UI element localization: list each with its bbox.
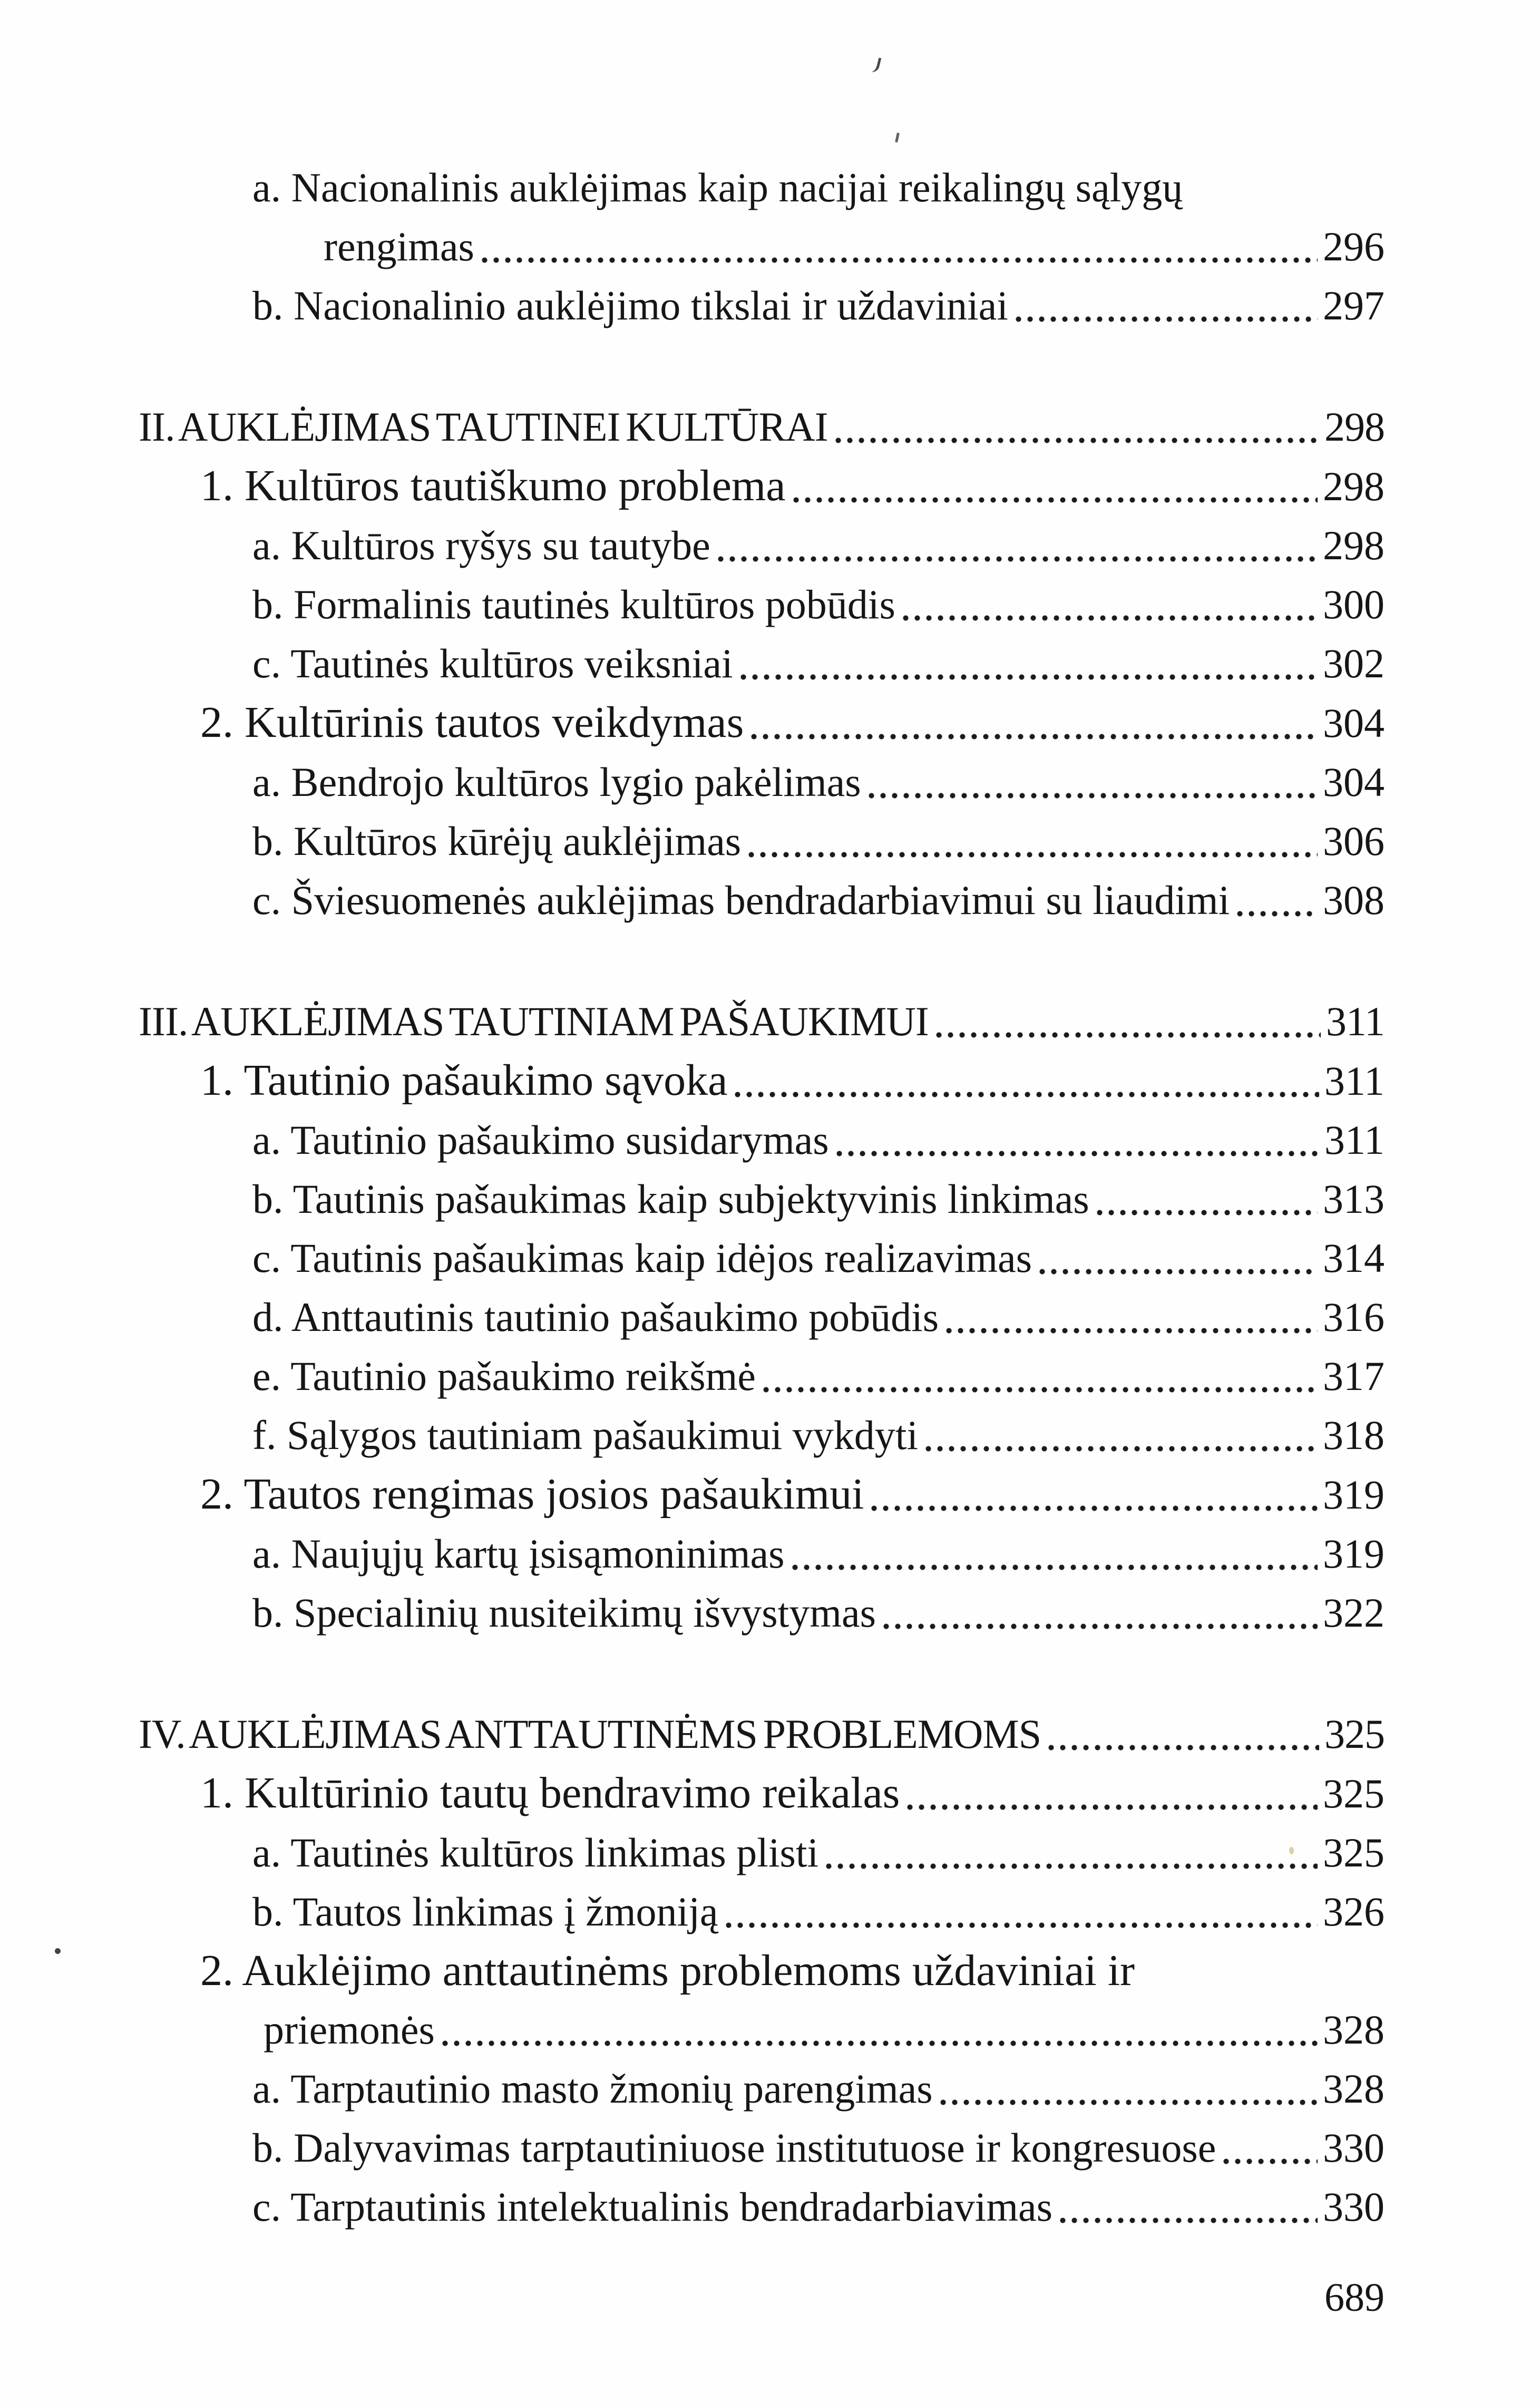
dot-leader: [740, 674, 1318, 680]
toc-entry-page-number: 330: [1323, 2184, 1385, 2230]
dot-leader: [1060, 2217, 1318, 2224]
toc-entry: [0, 1583, 1385, 1642]
toc-entry: [0, 217, 1385, 276]
toc-entry: [0, 1111, 1385, 1170]
toc-entry-page-number: 302: [1323, 640, 1385, 686]
toc-entry-page-number: 311: [1324, 1058, 1385, 1104]
toc-entry-page-number: 297: [1323, 283, 1385, 328]
dot-leader: [835, 437, 1319, 444]
toc-entry-text: a. Nacionalinis auklėjimas kaip nacijai reikalingų sąlygų: [252, 164, 1183, 210]
toc-entry: [0, 2059, 1385, 2118]
toc-entry-text: a. Kultūros ryšys su tautybe: [252, 522, 710, 568]
toc-entry-text: e. Tautinio pašaukimo reikšmė: [252, 1353, 756, 1399]
toc-entry-page-number: 311: [1325, 998, 1385, 1044]
toc-entry: [0, 1465, 1385, 1524]
dot-leader: [442, 2040, 1318, 2047]
toc-entry-page-number: 325: [1324, 1711, 1385, 1757]
toc-entry-text: 1. Kultūrinio tautų bendravimo reikalas: [200, 1768, 900, 1817]
toc-entry: [0, 2177, 1385, 2236]
toc-entry: [0, 1170, 1385, 1229]
toc-entry-text: 2. Tautos rengimas josios pašaukimui: [200, 1470, 864, 1519]
toc-entry-text: b. Dalyvavimas tarptautiniuose institutuose ir kongresuose: [252, 2125, 1216, 2171]
toc-entry-text: a. Bendrojo kultūros lygio pakėlimas: [252, 759, 861, 805]
toc-entry: [0, 516, 1385, 575]
toc-list: [0, 158, 1385, 2236]
dot-leader: [792, 1564, 1318, 1571]
toc-entry-text: b. Kultūros kūrėjų auklėjimas: [252, 818, 742, 864]
toc-entry: [0, 753, 1385, 812]
dot-leader: [826, 1863, 1318, 1870]
toc-entry-text: c. Šviesuomenės auklėjimas bendradarbiavimui su liaudimi: [252, 877, 1230, 923]
page-number-row: [0, 2268, 1385, 2327]
dot-leader: [883, 1623, 1318, 1630]
toc-entry: [0, 575, 1385, 634]
toc-entry-text: II. AUKLĖJIMAS TAUTINEI KULTŪRAI: [139, 404, 828, 450]
toc-entry-text: 2. Kultūrinis tautos veikdymas: [200, 698, 744, 747]
toc-entry-page-number: 298: [1323, 522, 1385, 568]
toc-entry-text: c. Tautinės kultūros veiksniai: [252, 640, 733, 686]
toc-entry-text: c. Tautinis pašaukimas kaip idėjos realizavimas: [252, 1235, 1032, 1281]
dot-leader: [836, 1150, 1319, 1157]
toc-entry-text: priemonės: [264, 2007, 435, 2053]
toc-entry-text: a. Tarptautinio masto žmonių parengimas: [252, 2066, 933, 2112]
dot-leader: [751, 733, 1318, 740]
toc-entry-text: c. Tarptautinis intelektualinis bendradarbiavimas: [252, 2184, 1052, 2230]
toc-entry-text: a. Naujųjų kartų įsisąmoninimas: [252, 1531, 785, 1577]
toc-entry-text: d. Anttautinis tautinio pašaukimo pobūdis: [252, 1294, 939, 1340]
toc-entry: [0, 1229, 1385, 1288]
toc-entry: [0, 693, 1385, 753]
toc-entry-page-number: 311: [1324, 1117, 1385, 1163]
dot-leader: [726, 1922, 1318, 1929]
toc-entry-page-number: 326: [1323, 1889, 1385, 1934]
dot-leader: [946, 1327, 1318, 1334]
toc-entry-page-number: 328: [1323, 2066, 1385, 2112]
dot-leader: [735, 1091, 1319, 1098]
toc-entry-text: rengimas: [324, 223, 474, 269]
toc-entry-page-number: 316: [1323, 1294, 1385, 1340]
toc-entry-page-number: 322: [1323, 1590, 1385, 1636]
toc-entry: [0, 1941, 1385, 2000]
toc-entry: [0, 992, 1385, 1051]
toc-entry-text: 1. Kultūros tautiškumo problema: [200, 461, 786, 510]
dot-leader: [940, 2099, 1318, 2106]
toc-entry-text: b. Tautos linkimas į žmoniją: [252, 1889, 718, 1934]
toc-entry-page-number: 304: [1323, 759, 1385, 805]
toc-entry: [0, 1882, 1385, 1941]
toc-entry: [0, 2118, 1385, 2177]
toc-entry-page-number: 298: [1323, 463, 1385, 509]
toc-entry-text: III. AUKLĖJIMAS TAUTINIAM PAŠAUKIMUI: [139, 998, 929, 1044]
toc-entry: [0, 1705, 1385, 1764]
dot-leader: [871, 1505, 1318, 1512]
dot-leader: [869, 792, 1318, 799]
toc-entry: [0, 1406, 1385, 1465]
toc-entry: [0, 871, 1385, 930]
dot-leader: [1237, 910, 1318, 917]
toc-entry-page-number: 313: [1323, 1176, 1385, 1222]
toc-entry: [0, 1288, 1385, 1347]
toc-entry-text: 1. Tautinio pašaukimo sąvoka: [200, 1056, 728, 1105]
toc-entry: [0, 158, 1385, 217]
dot-leader: [1039, 1268, 1318, 1275]
dot-leader: [925, 1445, 1318, 1452]
dot-leader: [748, 851, 1318, 858]
toc-entry-page-number: 317: [1323, 1353, 1385, 1399]
toc-entry-text: IV. AUKLĖJIMAS ANTTAUTINĖMS PROBLEMOMS: [139, 1711, 1041, 1757]
toc-entry-text: a. Tautinio pašaukimo susidarymas: [252, 1117, 829, 1163]
dot-leader: [1016, 316, 1318, 323]
toc-entry: [0, 1051, 1385, 1111]
toc-entry-text: b. Formalinis tautinės kultūros pobūdis: [252, 581, 895, 627]
scan-artifact-comma: [869, 56, 882, 73]
toc-entry-page-number: 306: [1323, 818, 1385, 864]
toc-entry-text: b. Tautinis pašaukimas kaip subjektyvinis linkimas: [252, 1176, 1089, 1222]
toc-entry: [0, 812, 1385, 871]
toc-entry-text: f. Sąlygos tautiniam pašaukimui vykdyti: [252, 1412, 919, 1458]
dot-leader: [1048, 1744, 1319, 1751]
toc-entry-page-number: 308: [1323, 877, 1385, 923]
toc-entry: [0, 1823, 1385, 1882]
dot-leader: [1097, 1209, 1318, 1216]
dot-leader: [482, 257, 1318, 264]
toc-entry-text: a. Tautinės kultūros linkimas plisti: [252, 1830, 819, 1875]
page-number: 689: [1324, 2275, 1385, 2320]
toc-entry-page-number: 325: [1323, 1830, 1385, 1875]
toc-entry: [0, 456, 1385, 516]
scan-artifact-tick: [895, 133, 900, 143]
toc-entry-page-number: 319: [1323, 1472, 1385, 1518]
toc-entry: [0, 1764, 1385, 1823]
toc-entry: [0, 1347, 1385, 1406]
dot-leader: [793, 497, 1318, 503]
toc-entry-page-number: 328: [1323, 2007, 1385, 2053]
toc-entry-page-number: 304: [1323, 700, 1385, 746]
toc-entry-text: b. Specialinių nusiteikimų išvystymas: [252, 1590, 876, 1636]
dot-leader: [763, 1386, 1318, 1393]
toc-entry-page-number: 318: [1323, 1412, 1385, 1458]
toc-entry: [0, 634, 1385, 693]
toc-entry-page-number: 296: [1323, 223, 1385, 269]
toc-entry: [0, 1524, 1385, 1583]
toc-entry-page-number: 314: [1323, 1235, 1385, 1281]
dot-leader: [718, 556, 1318, 562]
toc-entry-text: b. Nacionalinio auklėjimo tikslai ir uždaviniai: [252, 283, 1008, 328]
dot-leader: [903, 615, 1318, 621]
dot-leader: [936, 1032, 1321, 1038]
toc-entry-page-number: 298: [1324, 404, 1385, 450]
toc-entry-text: 2. Auklėjimo anttautinėms problemoms uždaviniai ir: [200, 1946, 1135, 1995]
toc-entry: [0, 397, 1385, 456]
toc-entry-page-number: 300: [1323, 581, 1385, 627]
dot-leader: [1223, 2158, 1318, 2165]
toc-entry-page-number: 325: [1323, 1771, 1385, 1816]
toc-entry: [0, 2000, 1385, 2059]
dot-leader: [907, 1804, 1318, 1811]
toc-entry: [0, 276, 1385, 335]
toc-entry-page-number: 330: [1323, 2125, 1385, 2171]
toc-entry-page-number: 319: [1323, 1531, 1385, 1577]
